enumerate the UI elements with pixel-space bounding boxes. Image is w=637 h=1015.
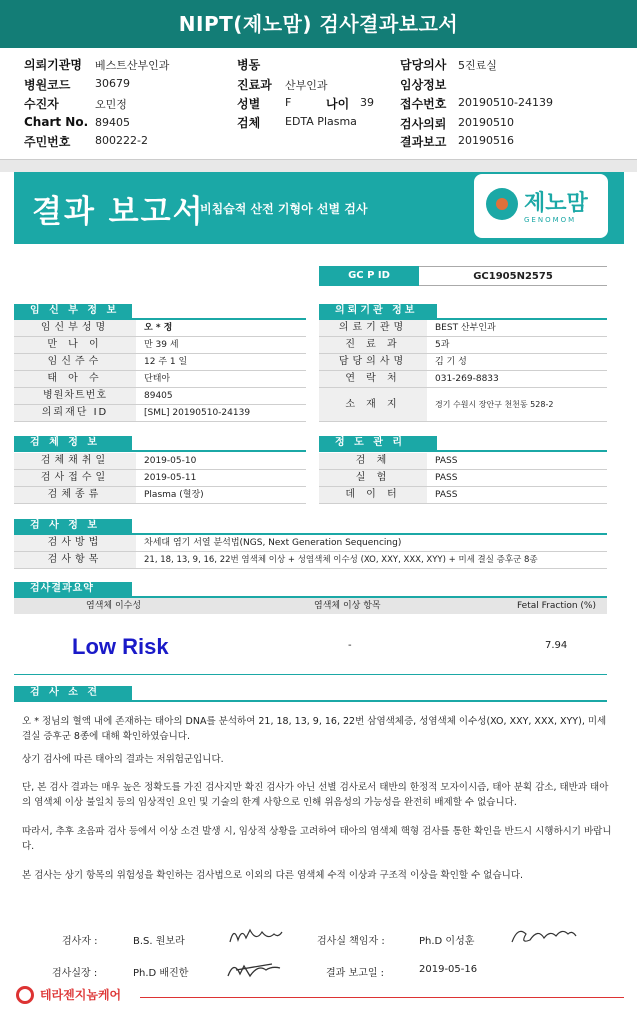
gcp-id-label: GC P ID: [319, 266, 419, 286]
gcp-id-value: GC1905N2575: [419, 266, 607, 286]
doctor-value: 5진료실: [458, 59, 497, 72]
summary-bottom-rule: [14, 674, 607, 675]
pregnant-value: [SML] 20190510-24139: [144, 408, 251, 418]
section-gap: [0, 160, 637, 172]
summary-col-fetal-fraction: Fetal Fraction (%): [517, 601, 596, 611]
pregnant-row: [14, 354, 306, 371]
pregnant-row: [14, 371, 306, 388]
director-signature: [222, 954, 286, 982]
specimen-row: [14, 453, 306, 470]
lead-signature: [508, 920, 580, 950]
pregnant-label: 의뢰재단 ID: [14, 405, 136, 421]
pregnant-label: 태 아 수: [14, 371, 136, 387]
pregnant-label: 임신주수: [14, 354, 136, 370]
sex-value: F: [285, 96, 292, 109]
test-value: 차세대 염기 서열 분석법(NGS, Next Generation Sequencing): [144, 538, 402, 548]
findings-paragraph-5: 본 검사는 상기 항목의 위험성을 확인하는 검사법으로 이외의 다른 염색체 수적 이상과 구조적 이상을 확인할 수 없습니다.: [22, 870, 524, 881]
director-name: Ph.D 배진한: [133, 968, 189, 979]
quality-rule: [319, 450, 607, 452]
test-value: 21, 18, 13, 9, 16, 22번 염색체 이상 + 성염색체 이수성 (XO, XXY, XXX, XYY) + 미세 결실 증후군 8종: [144, 555, 538, 565]
clinical-label: 임상정보: [400, 78, 447, 92]
report-date-label: 결과 보고일 :: [326, 968, 385, 979]
pregnant-value: 89405: [144, 391, 173, 401]
specimen-value: 2019-05-10: [144, 456, 197, 466]
specimen-row: [14, 470, 306, 487]
lead-name: Ph.D 이성훈: [419, 936, 475, 947]
department-value: 산부인과: [285, 79, 328, 92]
specimen-label: 검체종류: [14, 487, 136, 503]
tester-name: B.S. 원보라: [133, 936, 185, 947]
pregnant-row: [14, 388, 306, 405]
chart-no-label: Chart No.: [24, 115, 89, 129]
findings-paragraph-2: 상기 검사에 따른 태아의 결과는 저위험군입니다.: [22, 754, 224, 765]
quality-label: 검 체: [319, 453, 427, 469]
tester-signature: [226, 922, 286, 948]
collector-label: 수진자: [24, 97, 59, 111]
pregnant-label: 병원차트번호: [14, 388, 136, 404]
pregnant-row: [14, 405, 306, 422]
ward-label: 병동: [237, 58, 261, 72]
quality-row: [319, 487, 607, 504]
resident-no-value: 800222-2: [95, 134, 148, 147]
institution-value: 김 기 성: [435, 357, 467, 367]
findings-paragraph-1: 오 * 정님의 혈액 내에 존재하는 태아의 DNA를 분석하여 21, 18, 13, 9, 16, 22번 삼염색체증, 성염색체 이수성(XO, XXY, XXX, XYY), 미세 결실 증후군 8종에 대해 확인하였습니다.: [22, 716, 607, 742]
findings-heading: 검 사 소 견: [14, 686, 132, 700]
pregnant-info-heading: 임 신 부 정 보: [14, 304, 132, 318]
institution-value: 경기 수원시 장안구 천천동 528-2: [435, 400, 554, 409]
result-report: [14, 172, 624, 1015]
institution-row: [319, 371, 607, 388]
footer-rule: [140, 997, 624, 998]
test-info-heading: 검 사 정 보: [14, 519, 132, 533]
summary-col-abnormal-items: 염색체 이상 항목: [314, 601, 381, 611]
logo-baby-icon: [496, 198, 508, 210]
logo-subtext: GENOMOM: [524, 216, 577, 224]
company-name: 테라젠지놈케어: [40, 988, 122, 1002]
pregnant-value: 오 * 정: [144, 323, 173, 333]
test-label: 검사방법: [14, 535, 136, 551]
pregnant-row: [14, 320, 306, 337]
specimen-value: Plasma (혈장): [144, 490, 204, 500]
institution-value: BEST 산부인과: [435, 323, 496, 333]
department-label: 진료과: [237, 78, 272, 92]
request-value: 20190510: [458, 116, 514, 129]
age-value: 39: [360, 96, 374, 109]
resident-no-label: 주민번호: [24, 135, 71, 149]
test-label: 검사항목: [14, 552, 136, 568]
age-label: 나이: [326, 97, 350, 111]
report-date-value: 2019-05-16: [419, 964, 478, 975]
pregnant-label: 만 나 이: [14, 337, 136, 353]
institution-label: 소 재 지: [319, 388, 427, 421]
quality-value: PASS: [435, 456, 458, 466]
institution-value: 031-269-8833: [435, 374, 499, 384]
institution-row: [319, 337, 607, 354]
specimen-label: 검체: [237, 116, 261, 130]
report-value: 20190516: [458, 134, 514, 147]
quality-row: [319, 453, 607, 470]
tester-label: 검사자 :: [62, 936, 98, 947]
test-row: [14, 535, 607, 552]
doctor-label: 담당의사: [400, 58, 447, 72]
sex-label: 성별: [237, 97, 261, 111]
quality-label: 데 이 터: [319, 487, 427, 503]
quality-label: 실 험: [319, 470, 427, 486]
abnormal-item-value: -: [348, 640, 352, 651]
report-label: 결과보고: [400, 135, 447, 149]
institution-info-heading: 의뢰기관 정보: [319, 304, 437, 318]
banner-title: 결과 보고서: [32, 194, 205, 230]
pregnant-value: 단태아: [144, 374, 171, 384]
pregnant-row: [14, 337, 306, 354]
chart-no-value: 89405: [95, 116, 130, 129]
specimen-value: 2019-05-11: [144, 473, 197, 483]
fetal-fraction-value: 7.94: [545, 640, 568, 651]
test-row: [14, 552, 607, 569]
pregnant-label: 임신부성명: [14, 320, 136, 336]
findings-paragraph-4: 따라서, 추후 초음파 검사 등에서 이상 소견 발생 시, 임상적 상황을 고려하여 태아의 염색체 핵형 검사를 통한 확인을 반드시 시행하시기 바랍니다.: [22, 826, 612, 852]
request-label: 검사의뢰: [400, 117, 447, 131]
findings-rule: [14, 700, 607, 702]
patient-header: [0, 48, 637, 160]
receipt-no-value: 20190510-24139: [458, 96, 553, 109]
report-banner: [14, 172, 624, 244]
specimen-row: [14, 487, 306, 504]
quality-value: PASS: [435, 490, 458, 500]
quality-value: PASS: [435, 473, 458, 483]
specimen-label: 검사접수일: [14, 470, 136, 486]
logo-text: 제노맘: [524, 191, 588, 216]
institution-label: 담당의사명: [319, 354, 427, 370]
institution-label: 연 락 처: [319, 371, 427, 387]
institution-value: 베스트산부인과: [95, 59, 170, 72]
specimen-info-rule: [14, 450, 306, 452]
institution-label: 의뢰기관명: [24, 58, 82, 72]
summary-col-aneuploidy: 염색체 이수성: [86, 601, 142, 611]
genomom-logo: [474, 174, 608, 238]
pregnant-value: 만 39 세: [144, 340, 179, 350]
receipt-no-label: 접수번호: [400, 97, 447, 111]
specimen-info-heading: 검 체 정 보: [14, 436, 132, 450]
quality-heading: 정 도 관 리: [319, 436, 437, 450]
hospital-code-value: 30679: [95, 77, 130, 90]
director-label: 검사실장 :: [52, 968, 98, 979]
quality-row: [319, 470, 607, 487]
lead-label: 검사실 책임자 :: [317, 936, 385, 947]
risk-result: Low Risk: [72, 634, 169, 659]
institution-label: 의료기관명: [319, 320, 427, 336]
banner-subtitle: 비침습적 산전 기형아 선별 검사: [200, 202, 368, 216]
summary-heading: 검사결과요약: [14, 582, 132, 596]
institution-row: [319, 388, 607, 422]
summary-header-row: [14, 598, 607, 614]
company-logo-icon: [16, 986, 34, 1004]
findings-paragraph-3: 단, 본 검사 결과는 매우 높은 정확도를 가진 검사지만 확진 검사가 아닌 선별 검사로서 태반의 한정적 모자이시즘, 태아 분획 감소, 태반과 태아의 염색체 이상 불일치 등의 임상적인 요인 및 기술의 한계 사항으로 인해 위음성의 가능성을 완전히 배제할 수 없습니다.: [22, 782, 609, 808]
institution-row: [319, 354, 607, 371]
specimen-label: 검체채취일: [14, 453, 136, 469]
collector-value: 오민정: [95, 98, 127, 111]
institution-label: 진 료 과: [319, 337, 427, 353]
pregnant-value: 12 주 1 일: [144, 357, 188, 367]
specimen-value: EDTA Plasma: [285, 115, 357, 128]
institution-value: 5과: [435, 340, 450, 350]
report-title: NIPT(제노맘) 검사결과보고서: [0, 0, 637, 48]
hospital-code-label: 병원코드: [24, 78, 71, 92]
institution-row: [319, 320, 607, 337]
